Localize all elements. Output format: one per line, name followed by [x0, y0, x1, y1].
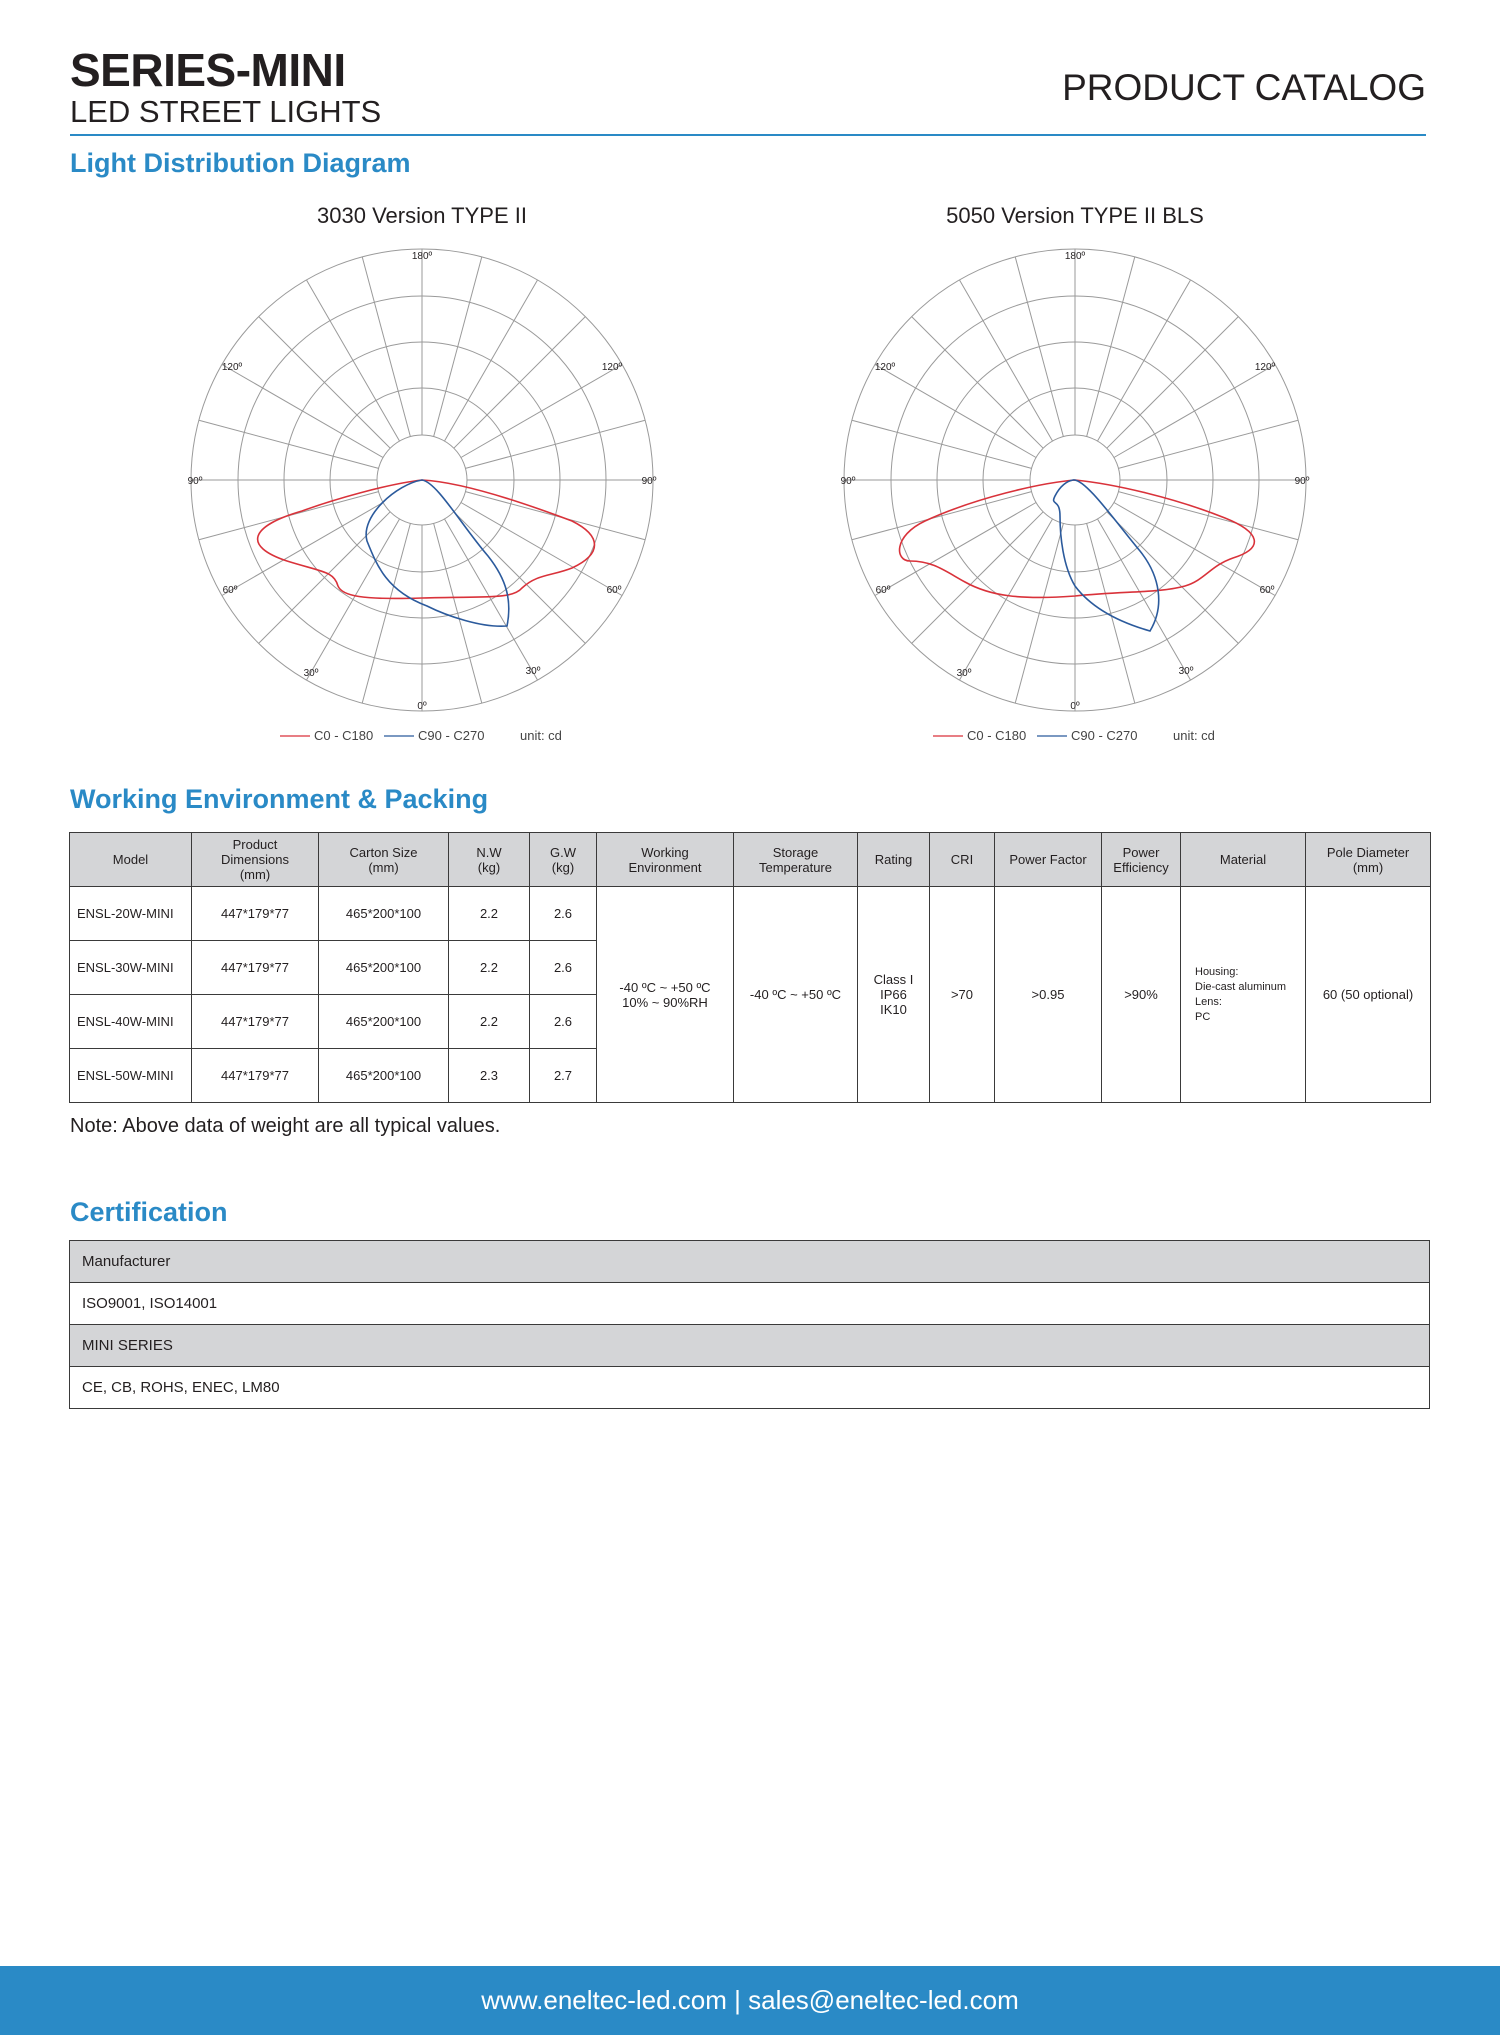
polar-spoke — [307, 519, 400, 680]
cert-series-value: CE, CB, ROHS, ENEC, LM80 — [70, 1367, 1430, 1409]
polar-spoke — [1098, 280, 1191, 441]
curve-c90-c270 — [1054, 480, 1159, 631]
footer-contact: www.eneltec-led.com | sales@eneltec-led.com — [0, 1966, 1500, 2035]
polar-spoke — [445, 280, 538, 441]
polar-spoke — [434, 257, 482, 437]
angle-label: 120º — [1254, 362, 1276, 373]
cell-pole-diameter: 60 (50 optional) — [1306, 887, 1431, 1103]
angle-label: 30º — [956, 668, 972, 679]
polar-spoke — [1087, 523, 1135, 703]
cell-model: ENSL-40W-MINI — [70, 995, 192, 1049]
section-title-certification: Certification — [70, 1197, 228, 1227]
polar-spoke — [1015, 523, 1063, 703]
polar-spoke — [912, 512, 1044, 644]
header-storage-temperature: Storage Temperature — [734, 833, 858, 887]
cell-dimensions: 447*179*77 — [192, 941, 319, 995]
header-working-environment: Working Environment — [597, 833, 734, 887]
header-material: Material — [1181, 833, 1306, 887]
cell-power-efficiency: >90% — [1102, 887, 1181, 1103]
legend-label-red: C0 - C180 — [314, 728, 374, 743]
legend-label-blue: C90 - C270 — [1071, 728, 1138, 743]
weight-note: Note: Above data of weight are all typical values. — [70, 1115, 501, 1137]
angle-label: 30º — [303, 668, 319, 679]
angle-label: 90º — [840, 476, 856, 487]
curve-c0-c180 — [900, 480, 1255, 597]
polar-spoke — [362, 523, 410, 703]
angle-label: 60º — [875, 585, 891, 596]
polar-spoke — [960, 280, 1053, 441]
diagram-5050 — [815, 202, 1335, 762]
diagram-3030 — [162, 202, 682, 762]
diagram-title: 5050 Version TYPE II BLS — [946, 203, 1204, 228]
header-gw: G.W (kg) — [530, 833, 597, 887]
curve-c90-c270 — [366, 480, 509, 626]
polar-spoke — [1118, 492, 1298, 540]
angle-label: 90º — [641, 476, 657, 487]
header-cri: CRI — [930, 833, 995, 887]
section-title-distribution: Light Distribution Diagram — [70, 148, 411, 178]
cell-gw: 2.6 — [530, 941, 597, 995]
polar-spoke — [461, 503, 622, 596]
angle-label: 0º — [1070, 701, 1080, 712]
legend-label-blue: C90 - C270 — [418, 728, 485, 743]
header-power-efficiency: Power Efficiency — [1102, 833, 1181, 887]
header-nw: N.W (kg) — [449, 833, 530, 887]
header-pole-diameter: Pole Diameter (mm) — [1306, 833, 1431, 887]
header-product-dimensions: Product Dimensions (mm) — [192, 833, 319, 887]
angle-label: 30º — [525, 666, 541, 677]
polar-spoke — [1118, 420, 1298, 468]
polar-spoke — [434, 523, 482, 703]
cell-material: Housing: Die-cast aluminum Lens: PC — [1181, 887, 1306, 1103]
cell-nw: 2.2 — [449, 887, 530, 941]
cell-carton: 465*200*100 — [319, 1049, 449, 1103]
cell-cri: >70 — [930, 887, 995, 1103]
cell-nw: 2.3 — [449, 1049, 530, 1103]
polar-spoke — [465, 492, 645, 540]
polar-spoke — [259, 512, 391, 644]
polar-spoke — [852, 420, 1032, 468]
catalog-title: PRODUCT CATALOG — [1062, 67, 1426, 108]
angle-label: 30º — [1178, 666, 1194, 677]
polar-spoke — [454, 512, 586, 644]
polar-spoke — [1098, 519, 1191, 680]
header-power-factor: Power Factor — [995, 833, 1102, 887]
angle-label: 120º — [874, 362, 896, 373]
legend-unit: unit: cd — [1173, 728, 1215, 743]
cell-carton: 465*200*100 — [319, 941, 449, 995]
cert-manufacturer-value: ISO9001, ISO14001 — [70, 1283, 1430, 1325]
cell-model: ENSL-50W-MINI — [70, 1049, 192, 1103]
table-row — [70, 887, 1431, 941]
polar-spoke — [875, 365, 1036, 458]
angle-label: 90º — [1294, 476, 1310, 487]
polar-spoke — [912, 317, 1044, 449]
table-row — [70, 1241, 1430, 1283]
angle-label: 60º — [222, 585, 238, 596]
series-title: SERIES-MINI — [70, 44, 346, 96]
table-header-row — [70, 833, 1431, 887]
polar-spoke — [222, 503, 383, 596]
table-row — [70, 1283, 1430, 1325]
cell-gw: 2.6 — [530, 995, 597, 1049]
polar-spoke — [307, 280, 400, 441]
section-title-environment: Working Environment & Packing — [70, 784, 489, 814]
angle-label: 0º — [417, 701, 427, 712]
angle-label: 120º — [221, 362, 243, 373]
polar-chart — [815, 236, 1335, 761]
cell-gw: 2.7 — [530, 1049, 597, 1103]
cell-model: ENSL-30W-MINI — [70, 941, 192, 995]
diagram-title: 3030 Version TYPE II — [317, 203, 527, 228]
legend-unit: unit: cd — [520, 728, 562, 743]
certification-table — [69, 1240, 1430, 1409]
angle-label: 60º — [606, 585, 622, 596]
angle-label: 180º — [411, 251, 433, 262]
polar-spoke — [465, 420, 645, 468]
cell-carton: 465*200*100 — [319, 887, 449, 941]
cell-storage-temperature: -40 ºC ~ +50 ºC — [734, 887, 858, 1103]
polar-spoke — [852, 492, 1032, 540]
cell-power-factor: >0.95 — [995, 887, 1102, 1103]
angle-label: 60º — [1259, 585, 1275, 596]
cell-nw: 2.2 — [449, 941, 530, 995]
cell-model: ENSL-20W-MINI — [70, 887, 192, 941]
polar-chart — [162, 236, 682, 761]
polar-spoke — [362, 257, 410, 437]
angle-label: 180º — [1064, 251, 1086, 262]
polar-spoke — [1015, 257, 1063, 437]
polar-spoke — [454, 317, 586, 449]
cell-nw: 2.2 — [449, 995, 530, 1049]
angle-label: 90º — [187, 476, 203, 487]
header-model: Model — [70, 833, 192, 887]
polar-spoke — [1114, 365, 1275, 458]
polar-spoke — [222, 365, 383, 458]
cell-dimensions: 447*179*77 — [192, 1049, 319, 1103]
polar-spoke — [1087, 257, 1135, 437]
header-carton-size: Carton Size (mm) — [319, 833, 449, 887]
table-row — [70, 1367, 1430, 1409]
cell-working-environment: -40 ºC ~ +50 ºC 10% ~ 90%RH — [597, 887, 734, 1103]
polar-spoke — [461, 365, 622, 458]
legend-label-red: C0 - C180 — [967, 728, 1027, 743]
angle-label: 120º — [601, 362, 623, 373]
polar-spoke — [199, 420, 379, 468]
page-header — [70, 44, 1426, 136]
polar-spoke — [259, 317, 391, 449]
polar-spoke — [960, 519, 1053, 680]
polar-spoke — [1107, 317, 1239, 449]
cell-gw: 2.6 — [530, 887, 597, 941]
table-row — [70, 1325, 1430, 1367]
curve-c0-c180 — [258, 480, 595, 599]
cell-carton: 465*200*100 — [319, 995, 449, 1049]
polar-spoke — [445, 519, 538, 680]
header-rating: Rating — [858, 833, 930, 887]
cell-dimensions: 447*179*77 — [192, 995, 319, 1049]
environment-table — [69, 832, 1431, 1103]
series-subtitle: LED STREET LIGHTS — [70, 94, 382, 129]
cert-manufacturer-label: Manufacturer — [70, 1241, 1430, 1283]
cert-series-label: MINI SERIES — [70, 1325, 1430, 1367]
cell-rating: Class I IP66 IK10 — [858, 887, 930, 1103]
cell-dimensions: 447*179*77 — [192, 887, 319, 941]
